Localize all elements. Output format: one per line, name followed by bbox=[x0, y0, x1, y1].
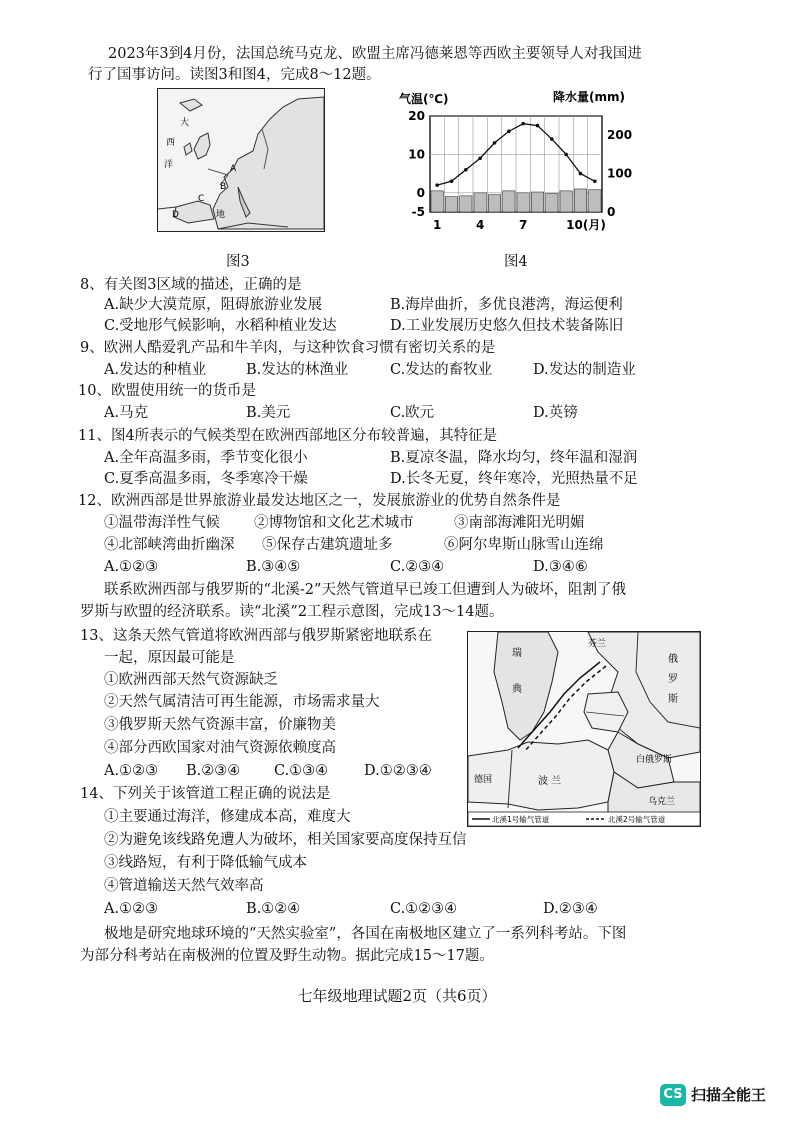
temp-tick-label: 10 bbox=[408, 147, 425, 162]
precip-bar bbox=[503, 191, 515, 212]
q13-stem-line-2: 一起，原因最可能是 bbox=[104, 650, 235, 666]
temp-point bbox=[564, 153, 568, 157]
intro-2-line-2: 罗斯与欧盟的经济联系。读“北溪”2工程示意图，完成13～14题。 bbox=[80, 604, 504, 620]
q8-stem: 8、有关图3区域的描述，正确的是 bbox=[80, 277, 302, 293]
precip-bar bbox=[546, 194, 558, 212]
temp-point bbox=[478, 156, 482, 160]
q11-option-b: B.夏凉冬温，降水均匀，终年温和湿润 bbox=[390, 450, 638, 466]
precip-bar bbox=[445, 197, 457, 212]
map-label-c: C bbox=[198, 194, 205, 204]
precip-axis-title: 降水量(mm) bbox=[553, 90, 625, 104]
camscanner-text: 扫描全能王 bbox=[691, 1086, 767, 1104]
figure-3-caption: 图3 bbox=[226, 254, 250, 270]
temp-point bbox=[521, 122, 525, 126]
q10-option-a: A.马克 bbox=[104, 405, 149, 421]
precip-bar bbox=[560, 191, 572, 212]
nord-stream-map bbox=[467, 631, 701, 827]
precip-bar bbox=[517, 193, 529, 212]
q14-option-b: B.①②④ bbox=[246, 901, 301, 917]
q11-stem: 11、图4所表示的气候类型在欧洲西部地区分布较普遍，其特征是 bbox=[78, 428, 498, 444]
precip-bar bbox=[531, 192, 543, 212]
temp-tick-label: 0 bbox=[416, 185, 425, 200]
month-tick-label: 10(月) bbox=[566, 218, 606, 232]
temp-point bbox=[435, 183, 439, 187]
q10-option-d: D.英镑 bbox=[533, 405, 578, 421]
map-label-di: 地 bbox=[216, 210, 226, 220]
precip-bar bbox=[431, 191, 443, 212]
q14-option-c: C.①②③④ bbox=[390, 901, 458, 917]
q9-option-c: C.发达的畜牧业 bbox=[390, 362, 493, 378]
precip-bar bbox=[460, 196, 472, 212]
temp-point bbox=[579, 172, 583, 176]
temp-point bbox=[464, 168, 468, 172]
camscanner-logo: CS bbox=[660, 1084, 686, 1106]
precip-tick-label: 0 bbox=[607, 205, 616, 219]
q13-stem-line-1: 13、这条天然气管道将欧洲西部与俄罗斯紧密地联系在 bbox=[80, 628, 432, 644]
map-label-sweden-2: 典 bbox=[512, 684, 522, 695]
q8-option-d: D.工业发展历史悠久但技术装备陈旧 bbox=[390, 318, 624, 334]
map-label-yang: 洋 bbox=[164, 160, 174, 170]
map-label-russia-3: 斯 bbox=[668, 694, 678, 705]
map-label-belarus: 白俄罗斯 bbox=[636, 755, 673, 765]
q12-item-4: ④北部峡湾曲折幽深 bbox=[104, 537, 235, 553]
q14-stem: 14、下列关于该管道工程正确的说法是 bbox=[80, 786, 331, 802]
figure-3-europe-map bbox=[157, 88, 325, 232]
map-label-ukraine: 乌克兰 bbox=[648, 797, 676, 807]
q12-option-d: D.③④⑥ bbox=[533, 559, 588, 575]
q12-item-3: ③南部海滩阳光明媚 bbox=[454, 515, 585, 531]
q14-item-1: ①主要通过海洋，修建成本高，难度大 bbox=[104, 809, 351, 825]
precip-tick-label: 200 bbox=[607, 128, 633, 143]
q14-option-d: D.②③④ bbox=[543, 901, 598, 917]
temp-tick-label: -5 bbox=[411, 205, 425, 219]
map-label-russia-2: 罗 bbox=[668, 674, 678, 685]
month-tick-label: 1 bbox=[432, 218, 442, 232]
q9-option-d: D.发达的制造业 bbox=[533, 362, 636, 378]
q13-option-b: B.②③④ bbox=[186, 763, 241, 779]
q12-option-a: A.①②③ bbox=[104, 559, 159, 575]
temp-point bbox=[493, 141, 497, 145]
figure-4-climate-chart bbox=[395, 86, 645, 236]
q12-option-c: C.②③④ bbox=[390, 559, 445, 575]
precip-bar bbox=[589, 190, 601, 212]
map-label-a: A bbox=[230, 164, 237, 174]
temp-point bbox=[450, 179, 454, 183]
map-label-sweden-1: 瑞 bbox=[512, 648, 522, 659]
precip-bar bbox=[488, 195, 500, 212]
figure-4-caption: 图4 bbox=[504, 254, 528, 270]
legend-nord-stream-1: 北溪1号输气管道 bbox=[492, 815, 550, 824]
q8-option-b: B.海岸曲折，多优良港湾，海运便利 bbox=[390, 297, 623, 313]
q13-option-c: C.①③④ bbox=[274, 763, 329, 779]
map-label-d: D bbox=[172, 210, 179, 220]
temp-axis-title: 气温(℃) bbox=[399, 92, 449, 106]
q13-option-d: D.①②③④ bbox=[364, 763, 432, 779]
q11-option-d: D.长冬无夏，终年寒冷，光照热量不足 bbox=[390, 471, 638, 487]
q10-option-c: C.欧元 bbox=[390, 405, 435, 421]
q12-stem: 12、欧洲西部是世界旅游业最发达地区之一，发展旅游业的优势自然条件是 bbox=[78, 493, 561, 509]
temp-point bbox=[507, 130, 511, 134]
precip-bar bbox=[574, 189, 586, 212]
q12-option-b: B.③④⑤ bbox=[246, 559, 301, 575]
climate-chart-svg bbox=[395, 86, 645, 236]
page-footer: 七年级地理试题2页（共6页） bbox=[297, 987, 497, 1005]
intro-3-line-2: 为部分科考站在南极洲的位置及野生动物。据此完成15～17题。 bbox=[80, 948, 494, 964]
q8-option-c: C.受地形气候影响，水稻种植业发达 bbox=[104, 318, 337, 334]
q8-option-a: A.缺少大漠荒原，阻碍旅游业发展 bbox=[104, 297, 323, 313]
q9-stem: 9、欧洲人酷爱乳产品和牛羊肉，与这种饮食习惯有密切关系的是 bbox=[80, 340, 496, 356]
temp-point bbox=[536, 124, 540, 128]
month-tick-label: 7 bbox=[518, 218, 528, 232]
q11-option-c: C.夏季高温多雨，冬季寒冷干燥 bbox=[104, 471, 308, 487]
q14-option-a: A.①②③ bbox=[104, 901, 159, 917]
q10-stem: 10、欧盟使用统一的货币是 bbox=[78, 383, 256, 399]
intro-2-line-1: 联系欧洲西部与俄罗斯的“北溪-2”天然气管道早已竣工但遭到人为破坏，阻割了俄 bbox=[104, 582, 626, 598]
q11-option-a: A.全年高温多雨，季节变化很小 bbox=[104, 450, 308, 466]
q14-item-3: ③线路短，有利于降低输气成本 bbox=[104, 855, 307, 871]
intro-1-line-2: 行了国事访问。读图3和图4，完成8～12题。 bbox=[88, 67, 381, 83]
temp-tick-label: 20 bbox=[408, 109, 425, 123]
map-label-germany: 德国 bbox=[474, 775, 493, 785]
temp-point bbox=[550, 137, 554, 141]
nord-stream-map-svg bbox=[468, 632, 700, 826]
europe-map-svg bbox=[158, 89, 324, 231]
map-label-b: B bbox=[220, 182, 227, 192]
month-tick-label: 4 bbox=[475, 218, 485, 232]
intro-3-line-1: 极地是研究地球环境的“天然实验室”，各国在南极地区建立了一系列科考站。下图 bbox=[104, 926, 627, 942]
q9-option-b: B.发达的林渔业 bbox=[246, 362, 349, 378]
q12-item-1: ①温带海洋性气候 bbox=[104, 515, 220, 531]
precip-tick-label: 100 bbox=[607, 166, 633, 181]
intro-1-line-1: 2023年3到4月份，法国总统马克龙、欧盟主席冯德莱恩等西欧主要领导人对我国进 bbox=[108, 46, 642, 62]
precip-bar bbox=[474, 193, 486, 212]
q13-item-3: ③俄罗斯天然气资源丰富，价廉物美 bbox=[104, 717, 336, 733]
temp-point bbox=[593, 179, 597, 183]
q13-item-4: ④部分西欧国家对油气资源依赖度高 bbox=[104, 740, 336, 756]
q14-item-4: ④管道输送天然气效率高 bbox=[104, 878, 264, 894]
q12-item-2: ②博物馆和文化艺术城市 bbox=[254, 515, 414, 531]
q13-item-1: ①欧洲西部天然气资源缺乏 bbox=[104, 672, 278, 688]
q14-item-2: ②为避免该线路免遭人为破坏，相关国家要高度保持互信 bbox=[104, 832, 467, 848]
map-label-xi: 西 bbox=[166, 138, 176, 148]
q10-option-b: B.美元 bbox=[246, 405, 291, 421]
q9-option-a: A.发达的种植业 bbox=[104, 362, 207, 378]
q13-item-2: ②天然气属清洁可再生能源，市场需求量大 bbox=[104, 694, 380, 710]
map-label-russia-1: 俄 bbox=[668, 654, 678, 665]
map-label-finland: 芬兰 bbox=[588, 639, 607, 649]
q12-item-5: ⑤保存古建筑遗址多 bbox=[262, 537, 393, 553]
q12-item-6: ⑥阿尔卑斯山脉雪山连绵 bbox=[444, 537, 604, 553]
q13-option-a: A.①②③ bbox=[104, 763, 159, 779]
map-label-da: 大 bbox=[180, 118, 190, 128]
map-label-poland: 波 兰 bbox=[538, 776, 562, 787]
legend-nord-stream-2: 北溪2号输气管道 bbox=[608, 815, 666, 824]
